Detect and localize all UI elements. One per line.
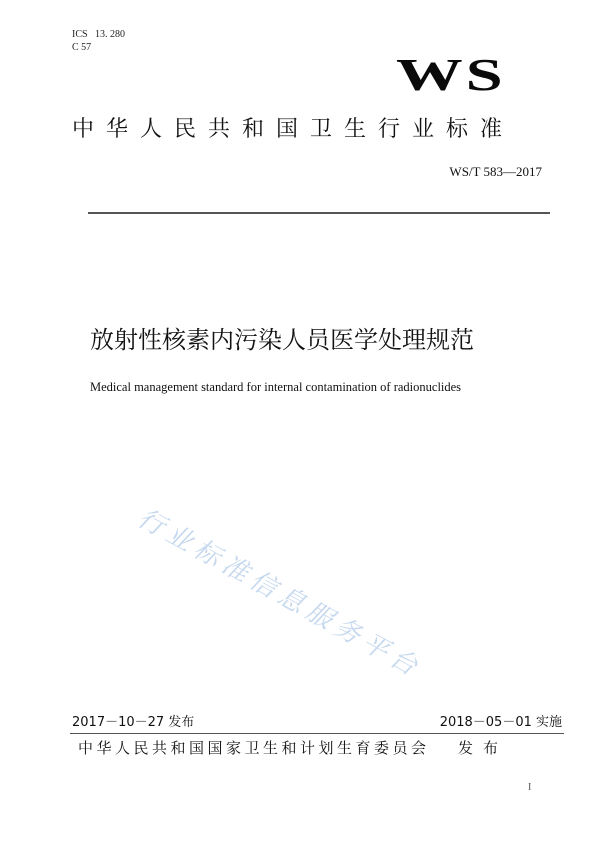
watermark: 行业标准信息服务平台 bbox=[132, 503, 427, 685]
ics-code: ICS 13. 280 bbox=[72, 29, 126, 40]
classification-codes bbox=[72, 28, 125, 54]
ws-logo: WS bbox=[396, 49, 506, 100]
footer-divider bbox=[70, 733, 564, 734]
effective-date: 2018－05－01 实施 bbox=[439, 715, 562, 730]
issuer-action: 发布 bbox=[458, 739, 509, 757]
ccs-code: C 57 bbox=[72, 42, 92, 53]
standard-category-title: 中华人民共和国卫生行业标准 bbox=[72, 117, 515, 142]
document-title-zh: 放射性核素内污染人员医学处理规范 bbox=[90, 326, 474, 354]
header-divider bbox=[88, 212, 550, 214]
page-number: I bbox=[528, 782, 532, 793]
issue-date: 2017－10－27 发布 bbox=[72, 715, 195, 730]
standard-number: WS/T 583—2017 bbox=[449, 164, 542, 179]
document-title-en: Medical management standard for internal contamination of radionuclides bbox=[90, 380, 462, 394]
issuing-authority: 中华人民共和国国家卫生和计划生育委员会 bbox=[78, 739, 430, 757]
